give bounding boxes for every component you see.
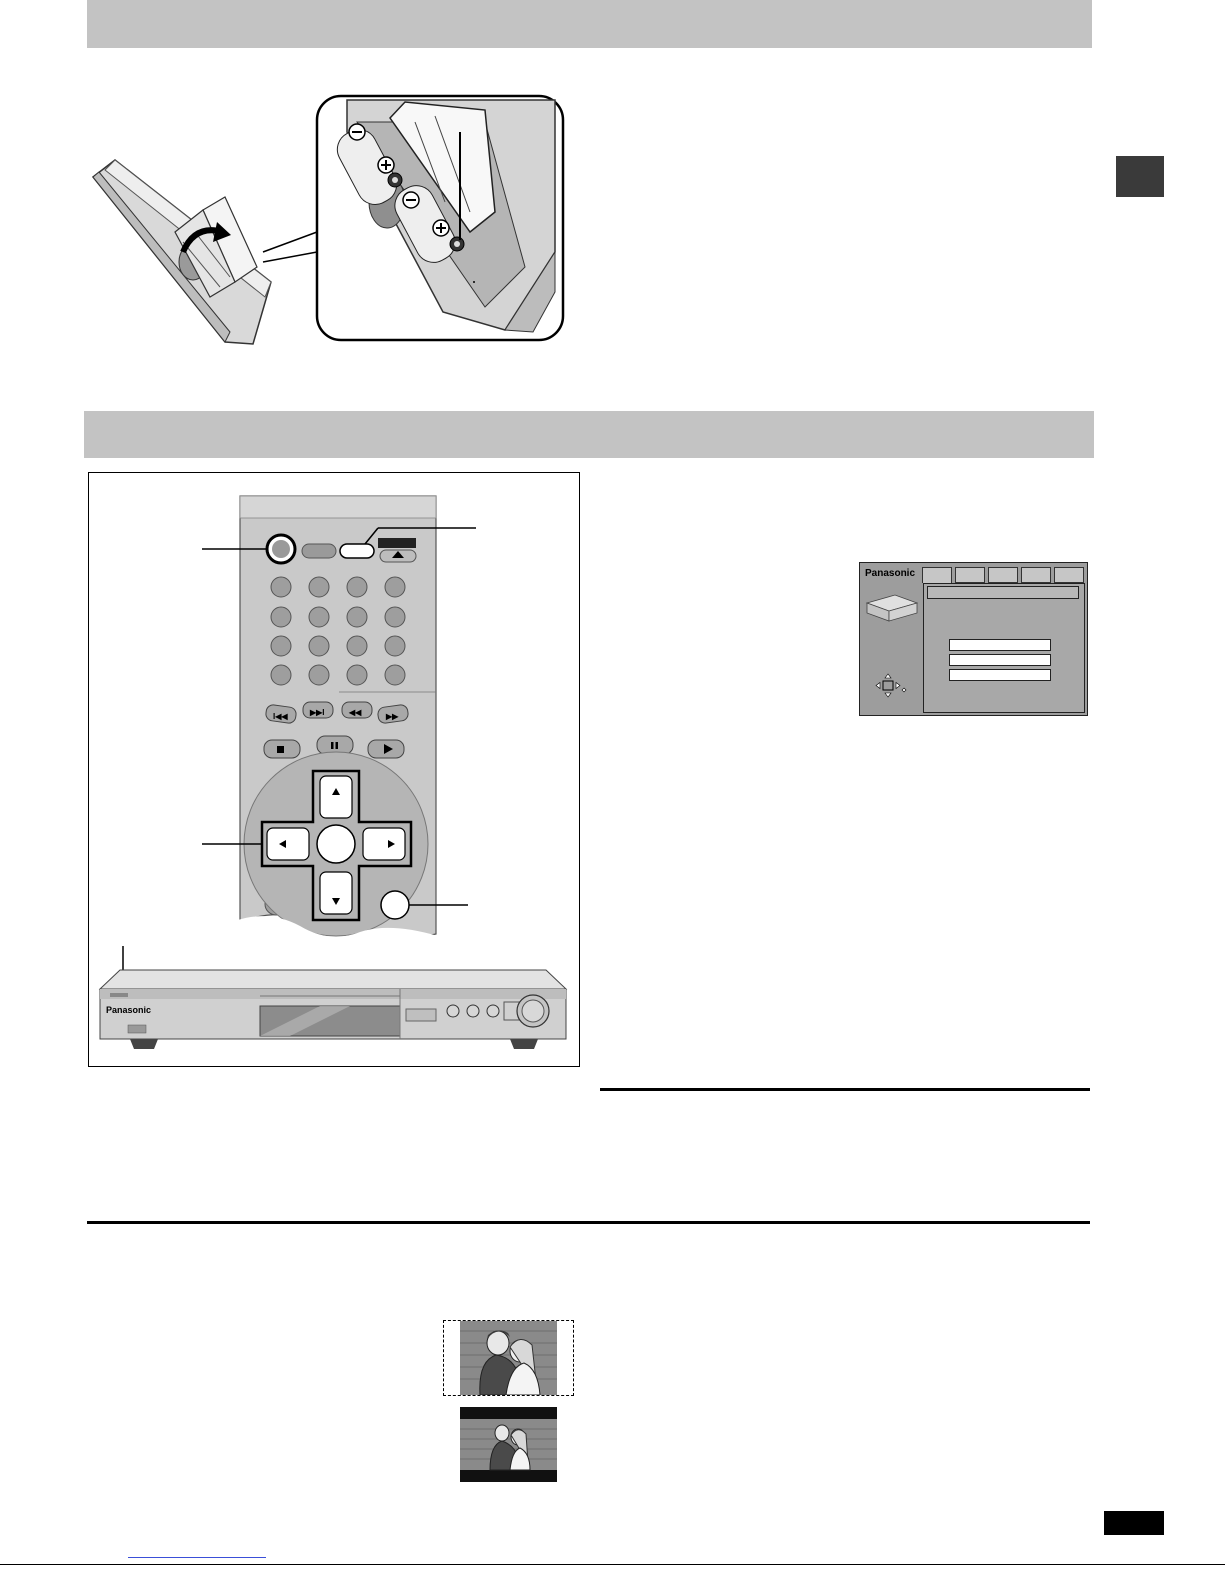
setup-menu-screen	[859, 562, 1088, 716]
display-icon	[1021, 567, 1051, 583]
svg-text:I◀◀: I◀◀	[273, 712, 288, 721]
cursor-down-button	[320, 872, 352, 914]
others-icon	[1054, 567, 1084, 583]
setup-menu-highlight-row	[927, 586, 1079, 599]
disc-icon	[922, 567, 952, 583]
footer-line	[0, 1564, 1225, 1565]
svg-text:◀◀: ◀◀	[349, 708, 362, 717]
section-header-band-top	[87, 0, 1092, 48]
setup-option-3	[949, 669, 1051, 681]
footer-link-underline	[128, 1557, 266, 1558]
cursor-left-button	[267, 828, 309, 860]
setup-option-1	[949, 639, 1051, 651]
video-icon	[955, 567, 985, 583]
setup-button	[340, 544, 374, 558]
top-button-2	[302, 544, 336, 558]
note-divider-right	[600, 1088, 1090, 1091]
setup-menu-brand: Panasonic	[865, 568, 916, 579]
chapter-side-tab	[1116, 156, 1164, 197]
return-button	[381, 891, 409, 919]
enter-button	[317, 825, 355, 863]
cursor-up-button	[320, 776, 352, 818]
player-main-unit	[100, 970, 566, 1049]
setup-menu-disc-graphic	[865, 589, 920, 625]
player-brand-label: Panasonic	[106, 1005, 152, 1015]
pan-scan-picture	[460, 1321, 557, 1395]
battery-insertion-illustration	[85, 92, 570, 350]
setup-option-2	[949, 654, 1051, 666]
setup-menu-tabs	[922, 567, 1084, 583]
section-divider-full	[87, 1221, 1090, 1224]
page-number-badge	[1104, 1511, 1164, 1535]
cursor-right-button	[363, 828, 405, 860]
audio-icon	[988, 567, 1018, 583]
svg-text:▶▶: ▶▶	[386, 712, 399, 721]
remote-and-player-illustration	[90, 474, 578, 1065]
section-header-band-setup	[84, 411, 1094, 458]
svg-text:▶▶I: ▶▶I	[310, 708, 325, 717]
cursor-key-graphic	[874, 673, 908, 699]
letterbox-picture	[460, 1407, 557, 1482]
setup-menu-panel	[923, 583, 1085, 713]
